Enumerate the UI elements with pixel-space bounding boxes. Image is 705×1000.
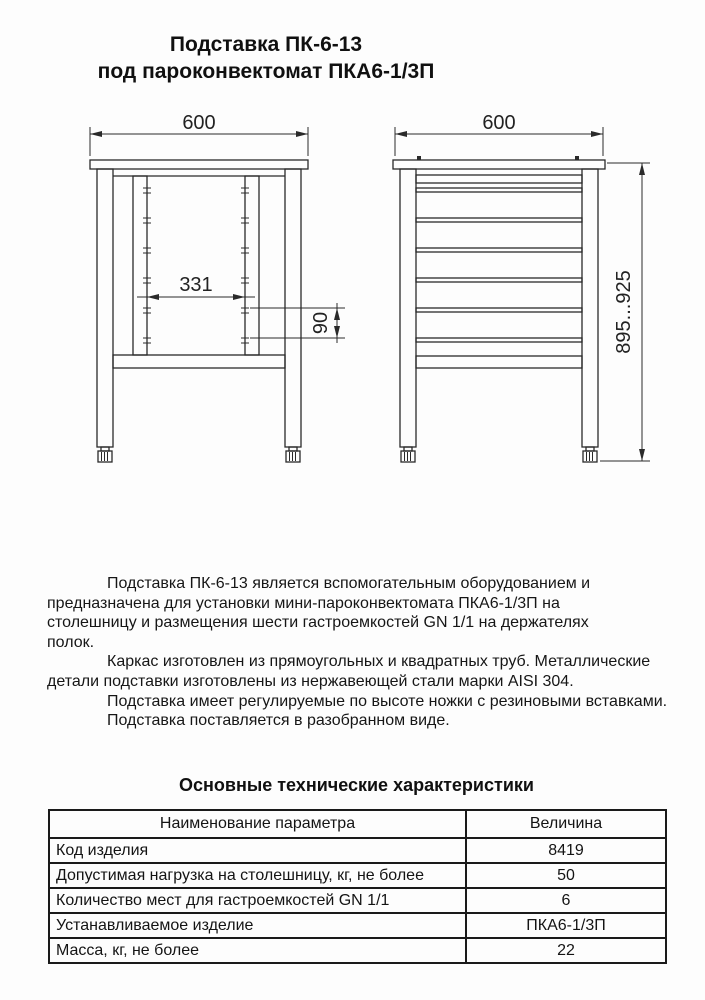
front-rail-span-dimension (137, 274, 255, 300)
param-cell: Допустимая нагрузка на столешницу, кг, не более (49, 863, 466, 888)
side-bottom-crossbar (416, 356, 582, 368)
side-top-frame-bar (416, 175, 582, 183)
value-cell: 8419 (466, 838, 666, 863)
param-cell: Масса, кг, не более (49, 938, 466, 963)
table-row (49, 838, 666, 863)
side-shelf-rail (416, 248, 582, 252)
front-rail-span-dimension-label: 331 (179, 274, 213, 296)
specs-heading: Основные технические характеристики (179, 775, 534, 795)
front-bottom-crossbar (113, 355, 285, 368)
param-cell: Количество мест для гастроемкостей GN 1/1 (49, 888, 466, 913)
side-left-foot (401, 447, 415, 462)
front-right-rail (245, 176, 259, 355)
dimension-arrow-icon (296, 131, 308, 137)
table-row (49, 913, 666, 938)
front-left-rail (133, 176, 147, 355)
side-shelf-rail (416, 308, 582, 312)
value-cell: 50 (466, 863, 666, 888)
table-row (49, 863, 666, 888)
description-line: Подставка имеет регулируемые по высоте ножки с резиновыми вставками. (107, 692, 668, 710)
side-shelf-rail (416, 338, 582, 342)
dimension-arrow-icon (639, 163, 645, 175)
side-shelf-rail (416, 188, 582, 192)
dimension-arrow-icon (639, 449, 645, 461)
description-line: полок. (47, 633, 95, 651)
dimension-arrow-icon (591, 131, 603, 137)
description-line: предназначена для установки мини-пароконвектомата ПКА6-1/3П на (47, 594, 560, 612)
front-hook-pitch-dimension-label: 90 (310, 311, 332, 335)
value-cell: 22 (466, 938, 666, 963)
side-shelf-rail (416, 278, 582, 282)
front-hook-pitch-dimension (250, 303, 345, 343)
front-view-drawing (90, 112, 345, 462)
value-cell: 6 (466, 888, 666, 913)
title-line-1: Подставка ПК-6-13 (169, 33, 363, 56)
table-header-row (49, 810, 666, 838)
value-cell: ПКА6-1/3П (466, 913, 666, 938)
description-line: детали подставки изготовлены из нержавеющей стали марки AISI 304. (47, 672, 574, 690)
side-right-foot (583, 447, 597, 462)
page-title (0, 31, 532, 85)
param-cell: Устанавливаемое изделие (49, 913, 466, 938)
description-line: Каркас изготовлен из прямоугольных и квадратных труб. Металлические (107, 653, 651, 671)
technical-drawing (0, 110, 705, 475)
side-width-dimension (395, 112, 603, 156)
front-width-dimension (90, 112, 308, 156)
front-width-dimension-label: 600 (182, 112, 216, 134)
side-tabletop (393, 160, 605, 169)
front-right-foot (286, 447, 300, 462)
table-row (49, 888, 666, 913)
side-right-leg (582, 169, 598, 447)
front-left-leg (97, 169, 113, 447)
side-height-dimension (600, 163, 650, 461)
description-paragraphs (47, 574, 687, 731)
table-row (49, 938, 666, 963)
dimension-arrow-icon (334, 326, 340, 338)
dimension-arrow-icon (147, 294, 159, 300)
specs-table (48, 809, 667, 964)
dimension-arrow-icon (233, 294, 245, 300)
side-screw-dot (575, 156, 579, 160)
dimension-arrow-icon (334, 308, 340, 320)
side-width-dimension-label: 600 (482, 112, 516, 134)
description-line: столешницу и размещения шести гастроемкостей GN 1/1 на держателях (47, 614, 589, 632)
param-cell: Код изделия (49, 838, 466, 863)
dimension-arrow-icon (90, 131, 102, 137)
side-shelf-rail (416, 218, 582, 222)
front-left-foot (98, 447, 112, 462)
description-line: Подставка поставляется в разобранном виде. (107, 712, 450, 730)
title-line-2: под пароконвектомат ПКА6-1/3П (97, 60, 435, 83)
side-view-drawing (393, 112, 650, 462)
side-height-dimension-label: 895...925 (613, 270, 635, 354)
description-line: Подставка ПК-6-13 является вспомогательным оборудованием и (107, 575, 591, 592)
dimension-arrow-icon (395, 131, 407, 137)
param-header-cell: Наименование параметра (49, 810, 466, 838)
side-screw-dot (417, 156, 421, 160)
value-header-cell: Величина (466, 810, 666, 838)
front-tabletop (90, 160, 308, 169)
side-left-leg (400, 169, 416, 447)
